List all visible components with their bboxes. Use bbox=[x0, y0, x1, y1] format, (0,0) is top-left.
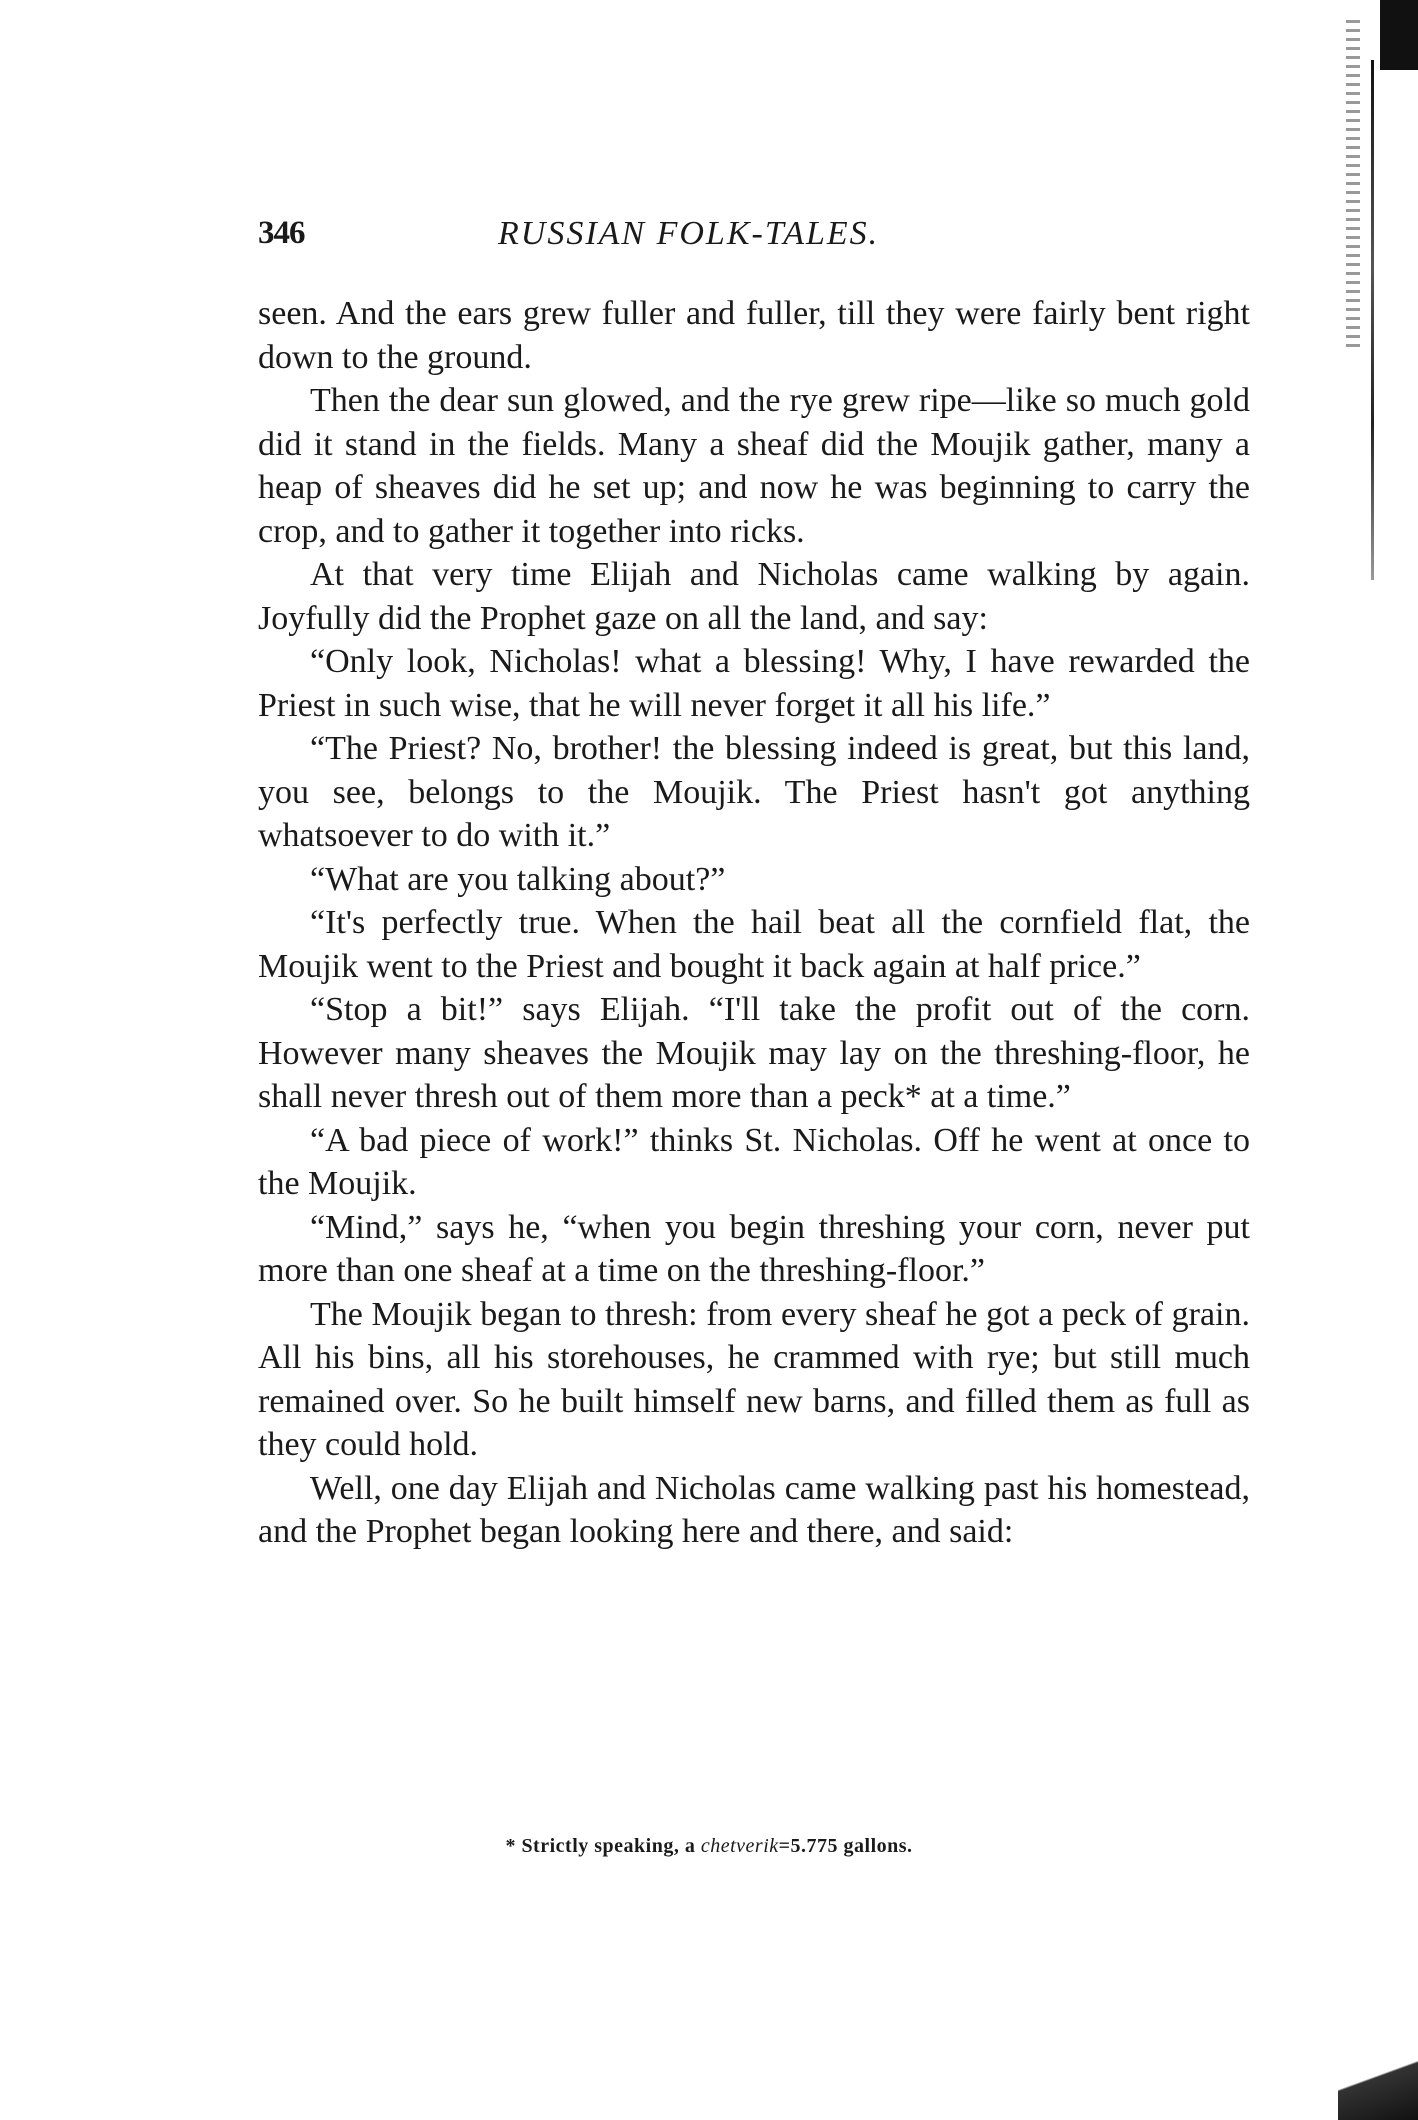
scan-edge-speckle bbox=[1346, 20, 1360, 350]
paragraph-5: “The Priest? No, brother! the blessing indeed is great, but this land, you see, belongs to the Moujik. The Priest hasn't got anything whatsoever to do with it.” bbox=[258, 730, 1250, 854]
scan-edge-top-mark bbox=[1380, 0, 1418, 70]
footnote-prefix: * Strictly speaking, a bbox=[505, 1835, 701, 1857]
paragraph-10: “Mind,” says he, “when you begin threshing your corn, never put more than one sheaf at a time on the threshing-floor.” bbox=[258, 1208, 1250, 1289]
scan-edge-bottom-mark bbox=[1338, 2050, 1418, 2120]
paragraph-9: “A bad piece of work!” thinks St. Nicholas. Off he went at once to the Moujik. bbox=[258, 1121, 1250, 1202]
paragraph-2: Then the dear sun glowed, and the rye grew ripe—like so much gold did it stand in the fields. Many a sheaf did the Moujik gather, many a heap of sheaves did he set up; and now he was beginning to carry the crop, and to gather it together into ricks. bbox=[258, 382, 1250, 550]
scan-edge-line bbox=[1371, 60, 1374, 580]
body-text bbox=[258, 292, 1250, 1554]
footnote-term: chetverik bbox=[700, 1835, 779, 1857]
paragraph-4: “Only look, Nicholas! what a blessing! Why, I have rewarded the Priest in such wise, that he will never forget it all his life.” bbox=[258, 643, 1250, 724]
paragraph-12: Well, one day Elijah and Nicholas came walking past his homestead, and the Prophet began looking here and there, and said: bbox=[258, 1469, 1250, 1550]
scan-edge-artifact bbox=[1348, 0, 1418, 2120]
paragraph-11: The Moujik began to thresh: from every sheaf he got a peck of grain. All his bins, all his storehouses, he crammed with rye; but still much remained over. So he built himself new barns, and filled them as full as they could hold. bbox=[258, 1295, 1250, 1463]
paragraph-1: seen. And the ears grew fuller and fuller, till they were fairly bent right down to the ground. bbox=[258, 295, 1250, 376]
paragraph-6: “What are you talking about?” bbox=[310, 860, 726, 898]
paragraph-3: At that very time Elijah and Nicholas came walking by again. Joyfully did the Prophet gaze on all the land, and say: bbox=[258, 556, 1250, 637]
page-number: 346 bbox=[258, 215, 305, 251]
footnote-suffix: =5.775 gallons. bbox=[778, 1835, 913, 1857]
running-head bbox=[258, 215, 1258, 265]
paragraph-7: “It's perfectly true. When the hail beat all the cornfield flat, the Moujik went to the Priest and bought it back again at half price.” bbox=[258, 904, 1250, 985]
paragraph-8: “Stop a bit!” says Elijah. “I'll take the profit out of the corn. However many sheaves the Moujik may lay on the threshing-floor, he shall never thresh out of them more than a peck* at a time.” bbox=[258, 991, 1250, 1115]
footnote bbox=[0, 1835, 1418, 1858]
running-title: RUSSIAN FOLK-TALES. bbox=[498, 215, 880, 252]
